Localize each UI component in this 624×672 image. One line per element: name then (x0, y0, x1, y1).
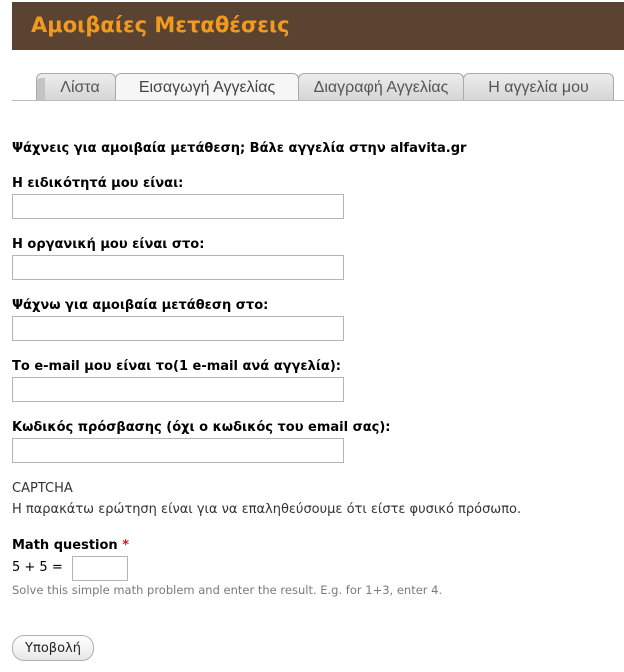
form-intro: Ψάχνεις για αμοιβαία μετάθεση; Βάλε αγγελία στην alfavita.gr (12, 141, 467, 156)
tab-divider (12, 100, 624, 101)
math-answer-input[interactable] (72, 556, 128, 581)
email-input[interactable] (12, 377, 344, 402)
tab-list[interactable] (36, 73, 116, 100)
site-header (12, 2, 624, 50)
math-question: 5 + 5 = (12, 560, 63, 575)
organic-input[interactable] (12, 255, 344, 280)
field-label-organic: Η οργανική μου είναι στο: (12, 237, 205, 252)
submit-button[interactable]: Υποβολή (12, 635, 94, 661)
tab-label: Η αγγελία μου (488, 79, 589, 96)
seeking-input[interactable] (12, 316, 344, 341)
password-input[interactable] (12, 438, 344, 463)
tab-edge (37, 78, 45, 100)
tab-delete-ad[interactable] (298, 73, 464, 100)
tab-insert-ad[interactable] (115, 73, 299, 101)
field-label-password: Κωδικός πρόσβασης (όχι ο κωδικός του email σας): (12, 420, 391, 435)
field-label-email: Το e-mail μου είναι το(1 e-mail ανά αγγελία): (12, 359, 341, 374)
math-hint: Solve this simple math problem and enter the result. E.g. for 1+3, enter 4. (12, 583, 443, 597)
site-title: Αμοιβαίες Μεταθέσεις (31, 13, 290, 37)
specialty-input[interactable] (12, 194, 344, 219)
tab-my-ad[interactable] (463, 73, 614, 100)
tab-label: Εισαγωγή Αγγελίας (138, 79, 276, 96)
tab-label: Διαγραφή Αγγελίας (313, 79, 449, 96)
captcha-description: Η παρακάτω ερώτηση είναι για να επαληθεύσουμε ότι είστε φυσικό πρόσωπο. (12, 502, 522, 517)
field-label-specialty: Η ειδικότητά μου είναι: (12, 176, 184, 191)
required-marker: * (122, 538, 130, 553)
tab-label: Λίστα (60, 79, 100, 96)
math-question-label (12, 538, 129, 553)
captcha-heading: CAPTCHA (12, 481, 73, 496)
field-label-seeking: Ψάχνω για αμοιβαία μετάθεση στο: (12, 298, 269, 313)
math-question-text: Math question (12, 538, 118, 553)
